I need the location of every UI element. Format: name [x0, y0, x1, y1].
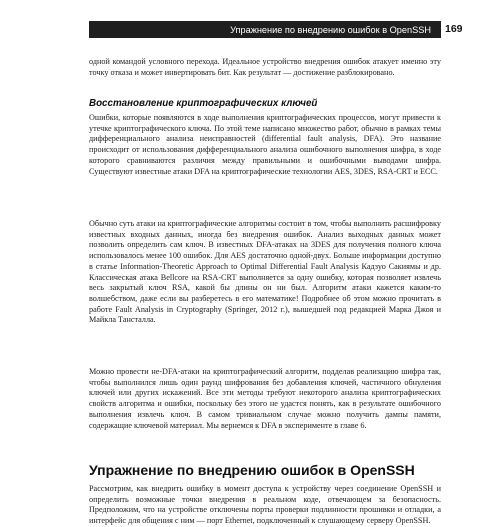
closing-paragraph: Рассмотрим, как внедрить ошибку в момент доступа к устройству через соединение OpenSSH и определить возможные точки внедрения в реальном коде, отвечающем за безопасность. Предположим, что на устройстве отключены порты проверки подлинности прошивки и отладки, а интерфейс для общения с ним — порт Ethernet, подключенный к слушающему серверу OpenSSH. [89, 484, 441, 526]
section-heading: Восстановление криптографических ключей [89, 98, 318, 109]
body-paragraph: Можно провести не-DFA-атаки на криптографический алгоритм, подделав реализацию шифра так, чтобы выполнился лишь один раунд шифрования без добавления ключей, частичного обнуления ключей или других искажений. Все эти методы требуют некоторого анализа криптографических свойств алгоритма и ошибки, поскольку без этого не удастся понять, как в результате ошибочного выполнения извлечь ключ. В самом тривиальном случае можно получить дампы памяти, содержащие ключевой материал. Мы вернемся к DFA в эксперименте в главе 6. [89, 367, 441, 430]
body-paragraph: Обычно суть атаки на криптографические алгоритмы состоит в том, чтобы выполнить расшифровку известных входных данных, иногда без внедрения ошибок. Анализ выходных данных может позволить определить сам ключ. В известных DFA-атаках на 3DES для получения полного ключа использовалось менее 100 ошибок. Для AES достаточно одной-двух. Больше информации доступно в статье Information-Theoretic Approach to Optimal Differential Fault Analysis Кадзуо Сакиямы и др. Классическая атака Bellcore на RSA-CRT выполняется за одну ошибку, которая позволяет извлечь весь закрытый ключ RSA, какой бы длины он ни был. Алгоритм атаки кажется каким-то волшебством, даже если вы разберетесь в его математике! Подробнее об этом можно прочитать в работе Fault Analysis in Cryptography (Springer, 2012 г.), вышедшей под редакцией Марка Джоя и Майкла Тансталла. [89, 219, 441, 325]
chapter-heading: Упражнение по внедрению ошибок в OpenSSH [89, 462, 415, 478]
intro-paragraph: одной командой условного перехода. Идеальное устройство внедрения ошибок атакует именно эту точку отказа и может инвертировать бит. Как результат — достижение разблокировано. [89, 57, 441, 77]
running-title: Упражнение по внедрению ошибок в OpenSSH [230, 24, 431, 35]
running-header [89, 21, 441, 38]
body-paragraph: Ошибки, которые появляются в ходе выполнения криптографических процессов, могут привести к утечке криптографического ключа. По этой теме написано множество работ, обычно в рамках темы дифференциального анализа неисправностей (differential fault analysis, DFA). Это название происходит от использования дифференциального анализа ошибочного выполнения шифра, в ходе которого сравниваются различия между правильными и ошибочными выводами шифра. Существуют известные атаки DFA на криптографические технологии AES, 3DES, RSA-CRT и ECC. [89, 113, 441, 176]
page-number: 169 [445, 23, 463, 35]
